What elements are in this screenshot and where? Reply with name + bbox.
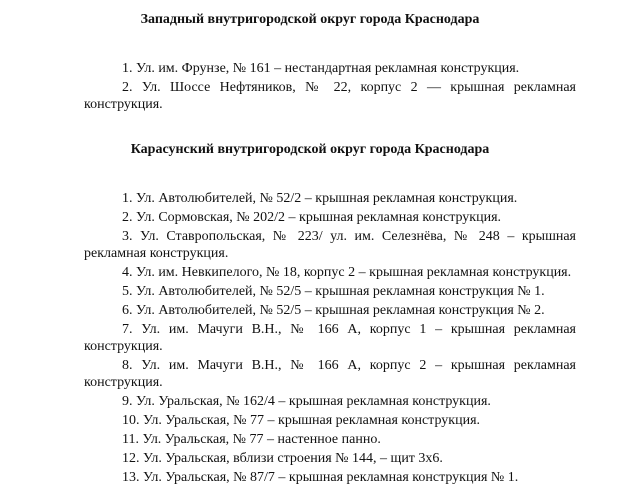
list-item: 8. Ул. им. Мачуги В.Н., № 166 А, корпус 2 – крышная рекламная конструкция. — [84, 358, 576, 390]
list-item: 3. Ул. Ставропольская, № 223/ ул. им. Селезнёва, № 248 – крышная рекламная конструкция. — [84, 229, 576, 261]
list-item: 13. Ул. Уральская, № 87/7 – крышная рекламная конструкция № 1. — [122, 470, 519, 485]
list-item: 4. Ул. им. Невкипелого, № 18, корпус 2 – крышная рекламная конструкция. — [122, 265, 572, 280]
list-item: 9. Ул. Уральская, № 162/4 – крышная рекламная конструкция. — [122, 394, 491, 409]
list-item: 1. Ул. Автолюбителей, № 52/2 – крышная рекламная конструкция. — [122, 191, 518, 206]
list-item: 7. Ул. им. Мачуги В.Н., № 166 А, корпус 1 – крышная рекламная конструкция. — [84, 322, 576, 354]
list-item: 1. Ул. им. Фрунзе, № 161 – нестандартная рекламная конструкция. — [122, 61, 520, 76]
address-list-karasunsky — [84, 190, 576, 488]
list-item: 2. Ул. Сормовская, № 202/2 – крышная рекламная конструкция. — [122, 210, 502, 225]
list-item: 6. Ул. Автолюбителей, № 52/5 – крышная рекламная конструкция № 2. — [122, 303, 545, 318]
list-item: 12. Ул. Уральская, вблизи строения № 144, – щит 3х6. — [122, 451, 443, 466]
section-heading-karasunsky: Карасунский внутригородской округ города Краснодара — [130, 142, 490, 157]
list-item: 11. Ул. Уральская, № 77 – настенное панно. — [122, 432, 381, 447]
address-list-zapadny — [84, 60, 576, 115]
section-heading-zapadny: Западный внутригородской округ города Краснодара — [140, 12, 480, 27]
list-item: 5. Ул. Автолюбителей, № 52/5 – крышная рекламная конструкция № 1. — [122, 284, 545, 299]
list-item: 10. Ул. Уральская, № 77 – крышная рекламная конструкция. — [122, 413, 481, 428]
list-item: 2. Ул. Шоссе Нефтяников, № 22, корпус 2 — крышная рекламная конструкция. — [84, 80, 576, 112]
